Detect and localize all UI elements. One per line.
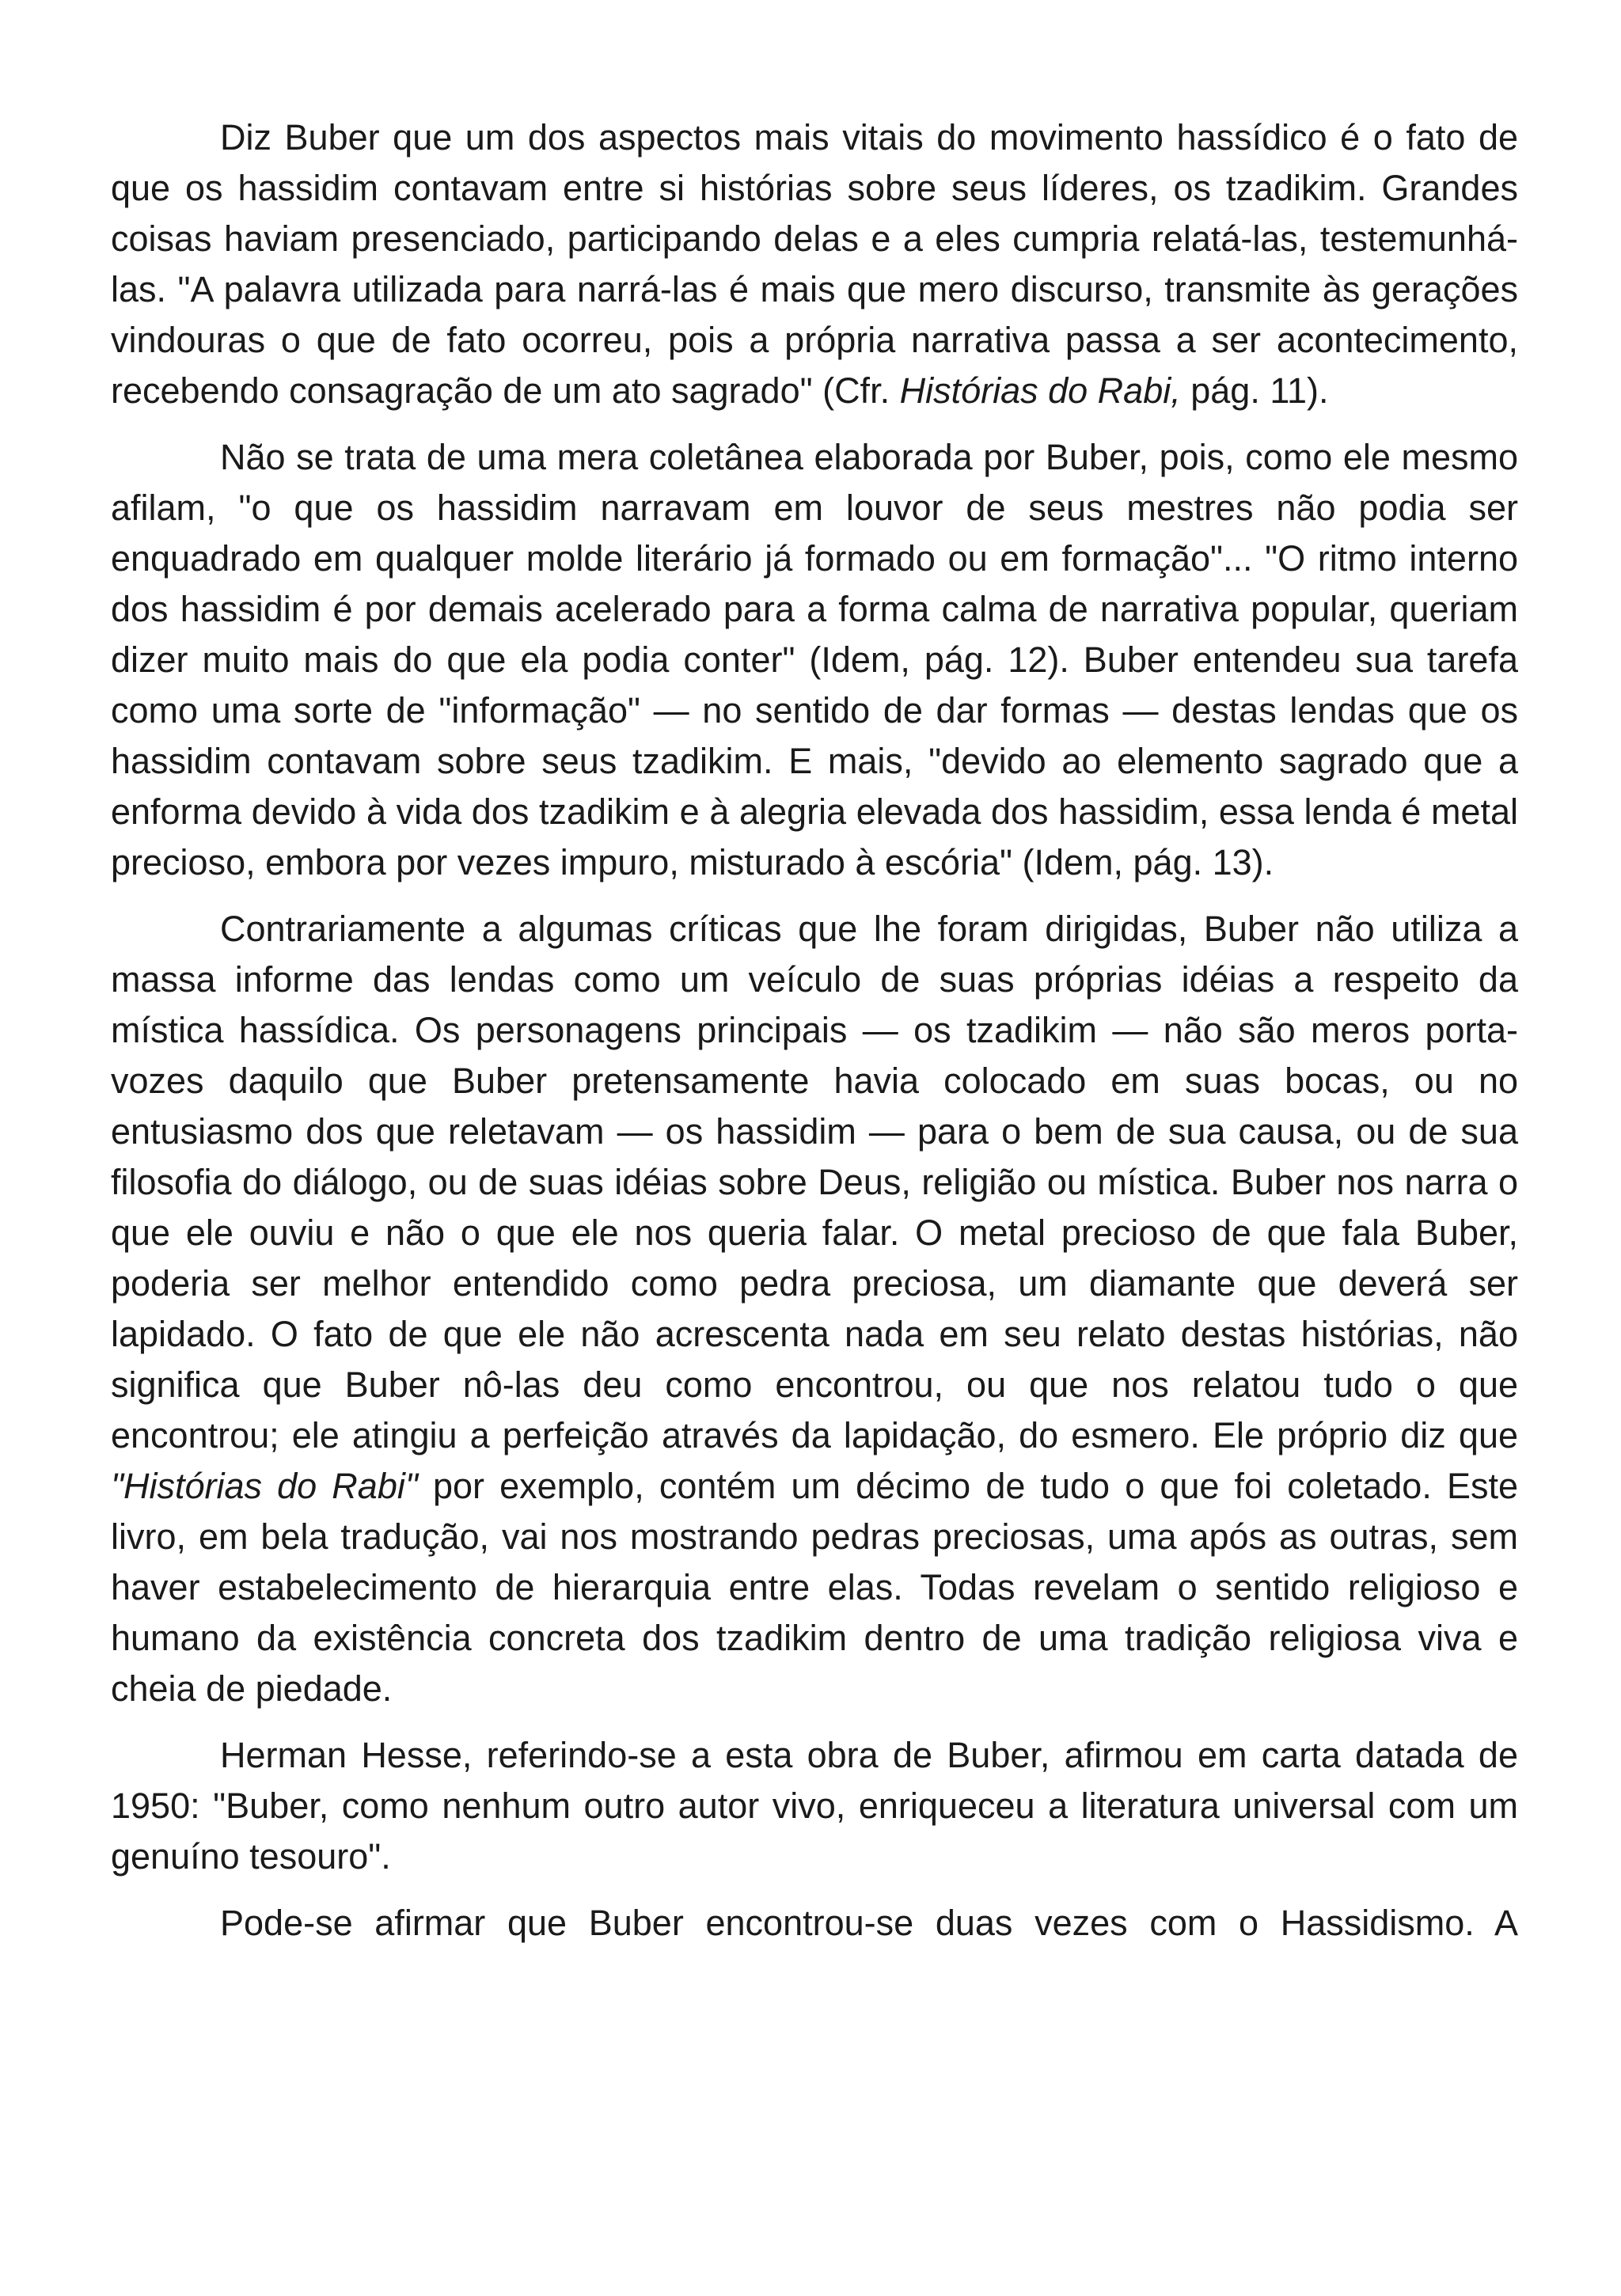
paragraph-4	[111, 1730, 1518, 1882]
paragraph-3-book-title: "Histórias do Rabi"	[111, 1466, 418, 1506]
paragraph-5-text: Pode-se afirmar que Buber encontrou-se duas vezes com o Hassidismo. A	[220, 1903, 1518, 1943]
paragraph-2	[111, 432, 1518, 888]
document-page	[111, 112, 1518, 1964]
paragraph-1-book-title: Histórias do Rabi,	[899, 370, 1181, 411]
paragraph-1-text-b: pág. 11).	[1180, 370, 1329, 411]
paragraph-1	[111, 112, 1518, 416]
paragraph-3-text-a: Contrariamente a algumas críticas que lhe foram dirigidas, Buber não utiliza a massa informe das lendas como um veículo de suas próprias idéias a respeito da mística hassídica. Os personagens principais — os tzadikim — não são meros porta-vozes daquilo que Buber pretensamente havia colocado em suas bocas, ou no entusiasmo dos que reletavam — os hassidim — para o bem de sua causa, ou de sua filosofia do diálogo, ou de suas idéias sobre Deus, religião ou mística. Buber nos narra o que ele ouviu e não o que ele nos queria falar. O metal precioso de que fala Buber, poderia ser melhor entendido como pedra preciosa, um diamante que deverá ser lapidado. O fato de que ele não acrescenta nada em seu relato destas histórias, não significa que Buber nô-las deu como encontrou, ou que nos relatou tudo o que encontrou; ele atingiu a perfeição através da lapidação, do esmero. Ele próprio diz que	[111, 909, 1518, 1455]
paragraph-2-text: Não se trata de uma mera coletânea elaborada por Buber, pois, como ele mesmo afilam, "o que os hassidim narravam em louvor de seus mestres não podia ser enquadrado em qualquer molde literário já formado ou em formação"... "O ritmo interno dos hassidim é por demais acelerado para a forma calma de narrativa popular, queriam dizer muito mais do que ela podia conter" (Idem, pág. 12). Buber entendeu sua tarefa como uma sorte de "informação" — no sentido de dar formas — destas lendas que os hassidim contavam sobre seus tzadikim. E mais, "devido ao elemento sagrado que a enforma devido à vida dos tzadikim e à alegria elevada dos hassidim, essa lenda é metal precioso, embora por vezes impuro, misturado à escória" (Idem, pág. 13).	[111, 437, 1518, 882]
paragraph-3	[111, 904, 1518, 1714]
paragraph-1-text-a: Diz Buber que um dos aspectos mais vitais do movimento hassídico é o fato de que os hassidim contavam entre si histórias sobre seus líderes, os tzadikim. Grandes coisas haviam presenciado, participando delas e a eles cumpria relatá-las, testemunhá-las. "A palavra utilizada para narrá-las é mais que mero discurso, transmite às gerações vindouras o que de fato ocorreu, pois a própria narrativa passa a ser acontecimento, recebendo consagração de um ato sagrado" (Cfr.	[111, 117, 1518, 411]
paragraph-5	[111, 1898, 1518, 1949]
paragraph-3-text-b: por exemplo, contém um décimo de tudo o que foi coletado. Este livro, em bela tradução, vai nos mostrando pedras preciosas, uma após as outras, sem haver estabelecimento de hierarquia entre elas. Todas revelam o sentido religioso e humano da existência concreta dos tzadikim dentro de uma tradição religiosa viva e cheia de piedade.	[111, 1466, 1518, 1709]
paragraph-4-text: Herman Hesse, referindo-se a esta obra de Buber, afirmou em carta datada de 1950: "Buber, como nenhum outro autor vivo, enriqueceu a literatura universal com um genuíno tesouro".	[111, 1735, 1518, 1877]
